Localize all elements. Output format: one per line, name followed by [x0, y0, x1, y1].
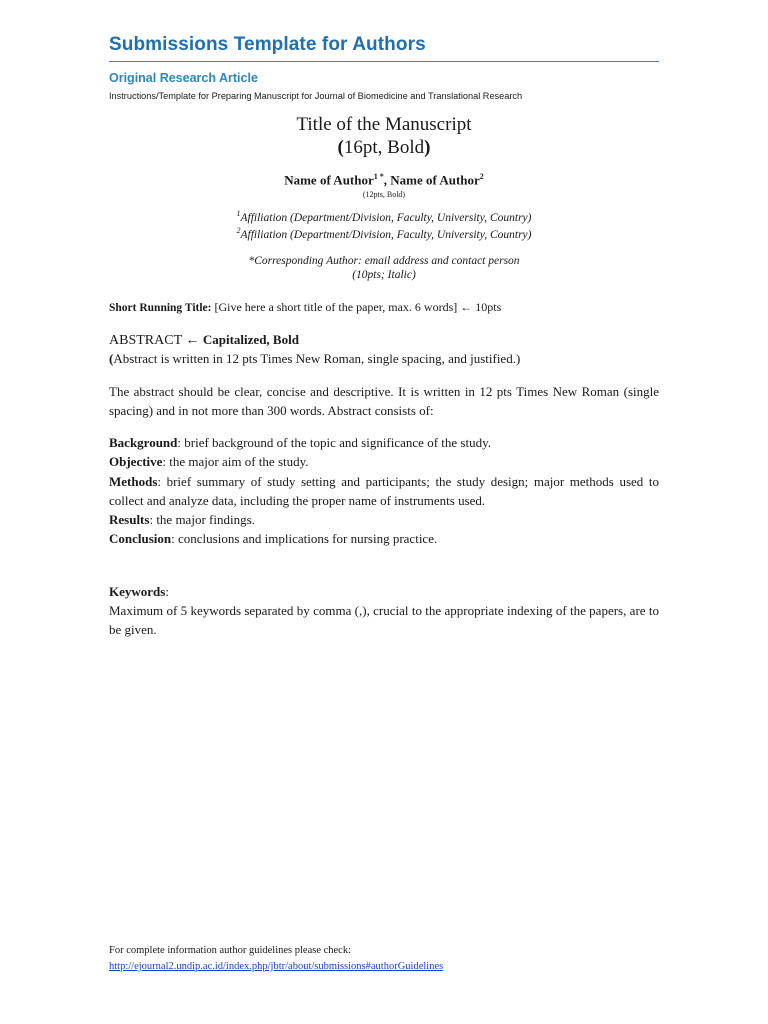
abstract-item-conclusion — [109, 529, 659, 548]
abstract-heading — [109, 332, 299, 349]
abstract-items — [109, 433, 659, 549]
abstract-item-results — [109, 510, 659, 529]
short-running-title — [109, 300, 501, 315]
keywords-heading — [109, 584, 169, 600]
header-divider — [109, 61, 659, 62]
item-label: Background — [109, 435, 178, 450]
abstract-format-note — [109, 351, 520, 367]
author-format-note: (12pts, Bold) — [362, 190, 406, 199]
author-line — [109, 172, 659, 188]
manuscript-title-format — [109, 136, 659, 159]
abstract-item-background — [109, 433, 659, 452]
affiliation-1 — [109, 209, 659, 224]
item-text: : conclusions and implications for nursing practice. — [171, 531, 438, 547]
item-text: : the major findings. — [149, 512, 255, 528]
item-label: Conclusion — [109, 531, 172, 547]
item-label: Objective — [109, 454, 163, 470]
author-2-sup: 2 — [479, 172, 484, 181]
running-title-text: [Give here a short title of the paper, max. 6 words] ← 10pts — [211, 300, 502, 314]
title-format-note: 16pt, Bold — [343, 137, 425, 158]
running-title-label: Short Running Title: — [109, 302, 212, 314]
affiliation-2 — [109, 226, 659, 241]
template-instructions: Instructions/Template for Preparing Manuscript for Journal of Biomedicine and Translational Research — [109, 91, 523, 101]
manuscript-title: Title of the Manuscript — [296, 114, 472, 135]
affiliation-1-sup: 1 — [236, 209, 241, 218]
abstract-item-methods — [109, 472, 659, 511]
corresponding-author: *Corresponding Author: email address and contact person — [248, 255, 520, 267]
abstract-heading-format: Capitalized, Bold — [202, 332, 299, 347]
item-label: Methods — [109, 473, 158, 489]
abstract-item-objective — [109, 452, 659, 471]
affiliation-2-sup: 2 — [236, 226, 241, 235]
author-1-sup: 1 * — [373, 172, 384, 181]
corresponding-format-note: (10pts; Italic) — [352, 269, 416, 281]
paren-open: ( — [337, 137, 344, 158]
template-header-title: Submissions Template for Authors — [109, 34, 426, 55]
abstract-intro: The abstract should be clear, concise and descriptive. It is written in 12 pts Times New Roman (single spacing) and in not more than 300 words. Abstract consists of: — [109, 384, 659, 419]
keywords-text: Maximum of 5 keywords separated by comma (,), crucial to the appropriate indexing of the papers, are to be given. — [109, 603, 659, 638]
paren-close: ) — [424, 137, 431, 158]
abstract-heading-text: ABSTRACT ← — [109, 333, 203, 348]
item-label: Results — [109, 512, 150, 528]
author-guidelines-link[interactable]: http://ejournal2.undip.ac.id/index.php/jbtr/about/submissions#authorGuidelines — [109, 961, 444, 972]
keywords-colon: : — [165, 584, 169, 599]
abstract-note-text: Abstract is written in 12 pts Times New Roman, single spacing, and justified.) — [113, 351, 521, 366]
keywords-heading-text: Keywords — [109, 584, 166, 599]
item-text: : brief summary of study setting and participants; the study design; major methods used to collect and analyze data, including the proper name of instruments used. — [109, 473, 659, 508]
item-text: : the major aim of the study. — [162, 454, 309, 470]
article-type-label: Original Research Article — [109, 71, 258, 85]
author-2-name: , Name of Author — [383, 172, 480, 188]
item-text: : brief background of the topic and significance of the study. — [177, 435, 491, 450]
footer-text: For complete information author guidelines please check: — [109, 945, 352, 956]
author-1-name: Name of Author — [284, 172, 374, 188]
footer-guidelines — [109, 943, 443, 975]
affiliation-2-text: Affiliation (Department/Division, Faculty, University, Country) — [240, 228, 532, 241]
affiliation-1-text: Affiliation (Department/Division, Faculty, University, Country) — [240, 211, 532, 224]
abstract-note-paren: ( — [109, 351, 114, 366]
